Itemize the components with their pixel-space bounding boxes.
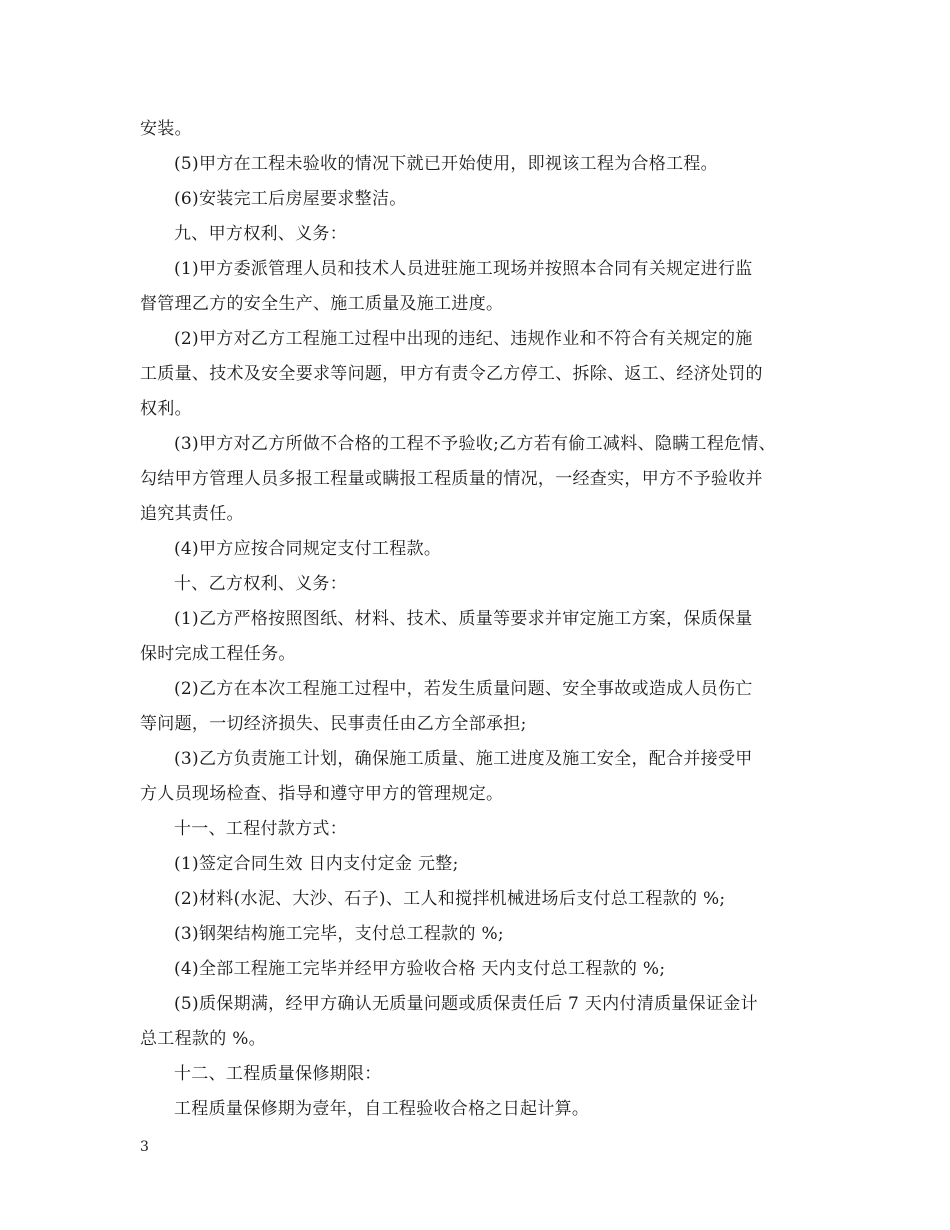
text-line: (3)甲方对乙方所做不合格的工程不予验收;乙方若有偷工减料、隐瞒工程危情、 <box>174 434 776 454</box>
section-heading: 十二、工程质量保修期限： <box>174 1064 382 1084</box>
text-line: (1)乙方严格按照图纸、材料、技术、质量等要求并审定施工方案，保质保量 <box>174 609 753 629</box>
text-line: (2)甲方对乙方工程施工过程中出现的违纪、违规作业和不符合有关规定的施 <box>174 329 753 349</box>
text-line: 等问题，一切经济损失、民事责任由乙方全部承担; <box>140 714 527 734</box>
text-line: (1)签定合同生效 日内支付定金 元整; <box>174 854 459 874</box>
text-line: 工质量、技术及安全要求等问题，甲方有责令乙方停工、拆除、返工、经济处罚的 <box>140 364 763 384</box>
text-line: 勾结甲方管理人员多报工程量或瞒报工程质量的情况，一经查实，甲方不予验收并 <box>140 469 763 489</box>
text-line: (3)钢架结构施工完毕，支付总工程款的 %; <box>174 924 504 944</box>
text-line: 保时完成工程任务。 <box>140 644 296 664</box>
text-line: 督管理乙方的安全生产、施工质量及施工进度。 <box>140 294 504 314</box>
text-line: (5)质保期满，经甲方确认无质量问题或质保责任后 7 天内付清质量保证金计 <box>174 994 758 1014</box>
text-line: (2)乙方在本次工程施工过程中，若发生质量问题、安全事故或造成人员伤亡 <box>174 679 753 699</box>
text-line: (3)乙方负责施工计划，确保施工质量、施工进度及施工安全，配合并接受甲 <box>174 749 753 769</box>
text-line: (4)甲方应按合同规定支付工程款。 <box>174 539 442 559</box>
text-line: 总工程款的 %。 <box>140 1029 266 1049</box>
text-line: (5)甲方在工程未验收的情况下就已开始使用，即视该工程为合格工程。 <box>174 154 718 174</box>
text-line: (4)全部工程施工完毕并经甲方验收合格 天内支付总工程款的 %; <box>174 959 666 979</box>
section-heading: 九、甲方权利、义务： <box>174 224 347 244</box>
section-heading: 十、乙方权利、义务： <box>174 574 347 594</box>
text-line: 工程质量保修期为壹年，自工程验收合格之日起计算。 <box>174 1099 590 1119</box>
text-line: 安装。 <box>140 119 192 139</box>
text-line: (1)甲方委派管理人员和技术人员进驻施工现场并按照本合同有关规定进行监 <box>174 259 753 279</box>
text-line: 追究其责任。 <box>140 504 244 524</box>
text-line: 方人员现场检查、指导和遵守甲方的管理规定。 <box>140 784 504 804</box>
section-heading: 十一、工程付款方式： <box>174 819 347 839</box>
text-line: (2)材料(水泥、大沙、石子)、工人和搅拌机械进场后支付总工程款的 %; <box>174 889 726 909</box>
text-line: 权利。 <box>140 399 192 419</box>
page-number: 3 <box>140 1139 149 1155</box>
text-line: (6)安装完工后房屋要求整洁。 <box>174 189 407 209</box>
